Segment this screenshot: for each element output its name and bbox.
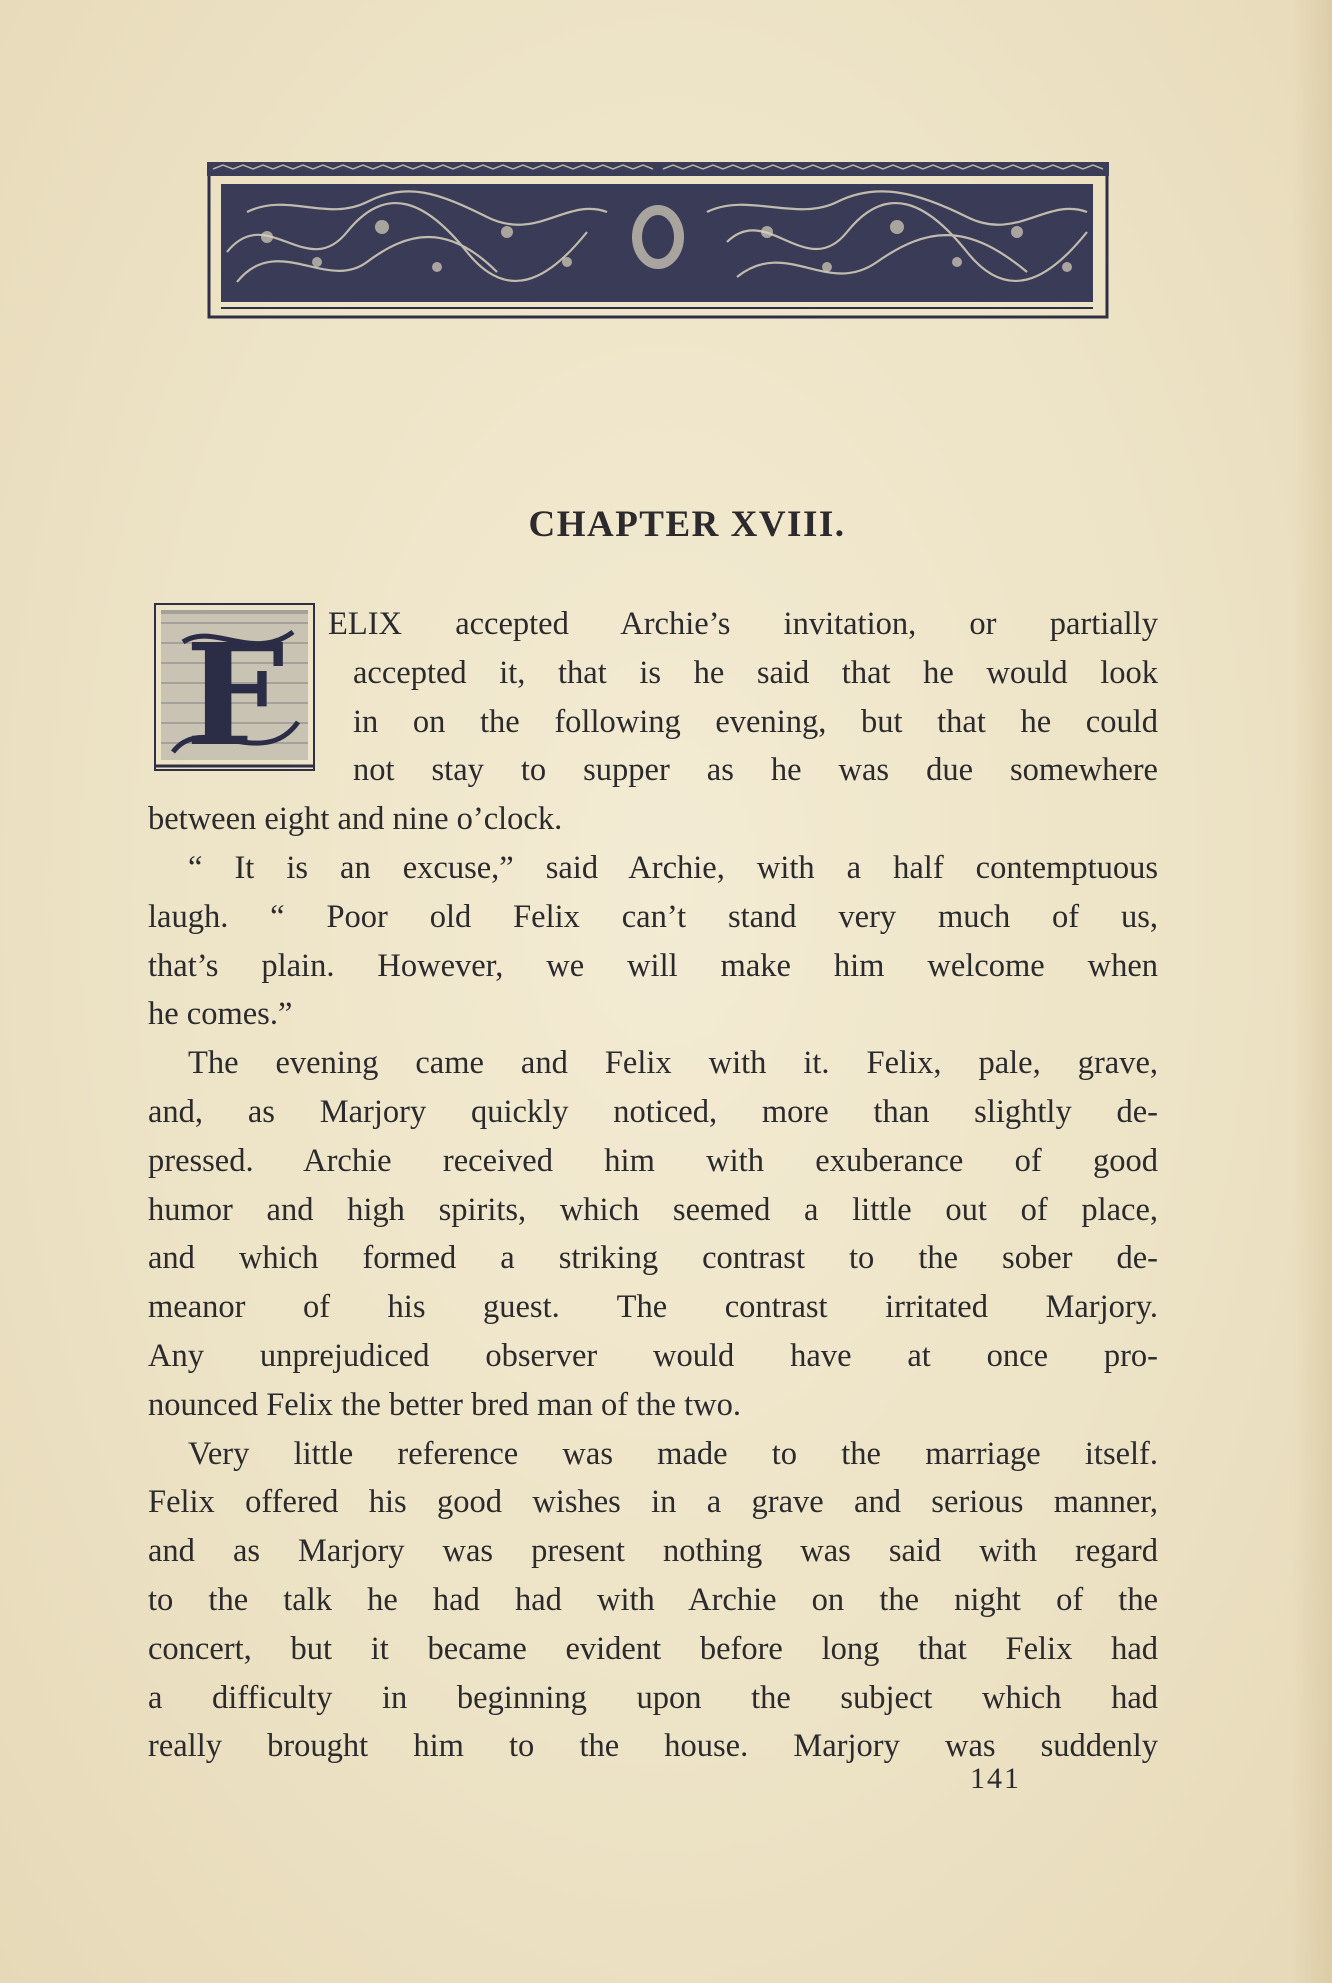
page-number: 141 <box>970 1762 1021 1795</box>
text-line: in on the following evening, but that he could <box>353 703 1158 740</box>
chapter-title: CHAPTER XVIII. <box>528 504 846 545</box>
text-line: nounced Felix the better bred man of the two. <box>148 1386 741 1423</box>
text-line: between eight and nine o’clock. <box>148 801 563 838</box>
text-line: and, as Marjory quickly noticed, more than slightly de- <box>148 1093 1158 1130</box>
paragraph-2 <box>148 844 1158 1039</box>
text-line: that’s plain. However, we will make him welcome when <box>148 947 1158 984</box>
paragraph-4 <box>148 1430 1158 1772</box>
text-line: and which formed a striking contrast to the sober de- <box>148 1240 1158 1277</box>
paragraph-3 <box>148 1039 1158 1429</box>
text-line: concert, but it became evident before long that Felix had <box>148 1630 1158 1667</box>
text-line: meanor of his guest. The contrast irritated Marjory. <box>148 1289 1158 1326</box>
text-line: not stay to supper as he was due somewhere <box>353 752 1158 789</box>
text-line: The evening came and Felix with it. Felix, pale, grave, <box>188 1045 1158 1082</box>
text-line: a difficulty in beginning upon the subject which had <box>148 1679 1158 1716</box>
text-line: he comes.” <box>148 996 293 1033</box>
text-line: accepted it, that is he said that he would look <box>353 654 1158 691</box>
paragraph-1 <box>148 600 1158 844</box>
text-line: to the talk he had had with Archie on the night of the <box>148 1581 1158 1618</box>
text-line: humor and high spirits, which seemed a little out of place, <box>148 1191 1158 1228</box>
text-line: really brought him to the house. Marjory was suddenly <box>148 1728 1158 1765</box>
text-line: pressed. Archie received him with exuberance of good <box>148 1142 1158 1179</box>
text-line: Very little reference was made to the marriage itself. <box>188 1435 1158 1472</box>
chapter-body <box>148 600 1158 1771</box>
text-line: ELIX accepted Archie’s invitation, or partially <box>328 606 1158 642</box>
ornamental-headpiece <box>207 162 1109 319</box>
text-line: Felix offered his good wishes in a grave and serious manner, <box>148 1484 1158 1521</box>
text-line: “ It is an excuse,” said Archie, with a half contemptuous <box>188 849 1158 886</box>
text-line: laugh. “ Poor old Felix can’t stand very much of us, <box>148 898 1158 935</box>
text-line: and as Marjory was present nothing was said with regard <box>148 1533 1158 1570</box>
text-line: Any unprejudiced observer would have at once pro- <box>148 1337 1158 1374</box>
svg-text:F: F <box>185 614 285 772</box>
